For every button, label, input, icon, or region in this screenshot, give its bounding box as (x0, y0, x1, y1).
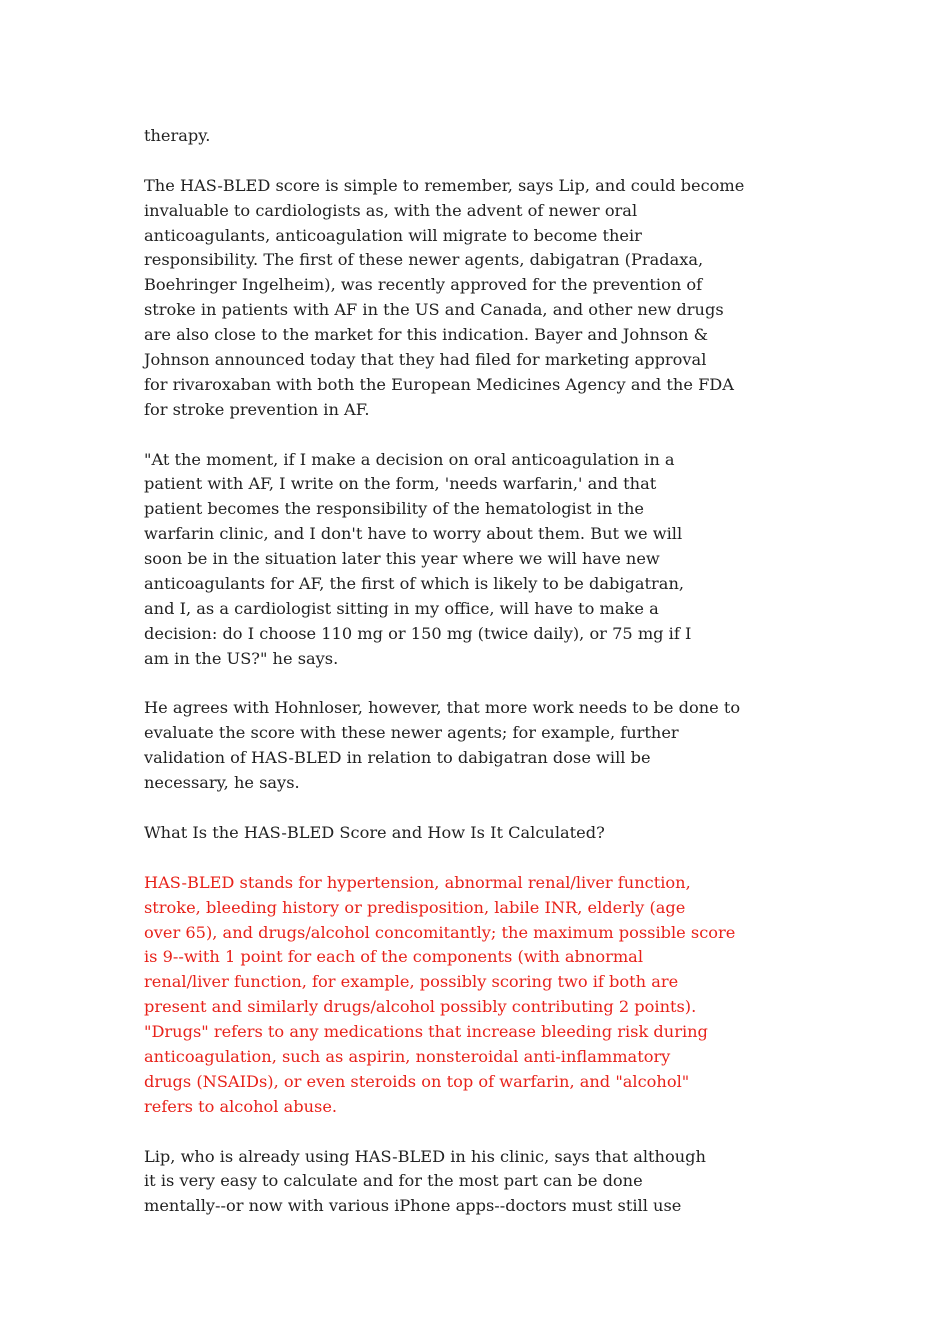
paragraph-lip-quote (144, 448, 824, 672)
text-line: warfarin clinic, and I don't have to worry about them. But we will (144, 524, 683, 544)
text-line: and I, as a cardiologist sitting in my office, will have to make a (144, 598, 659, 618)
paragraph-lip-clinic (144, 1145, 824, 1220)
text-line: it is very easy to calculate and for the most part can be done (144, 1171, 643, 1191)
text-line: HAS-BLED stands for hypertension, abnormal renal/liver function, (144, 872, 691, 892)
text-line: for stroke prevention in AF. (144, 399, 370, 419)
text-line: "Drugs" refers to any medications that increase bleeding risk during (144, 1022, 708, 1042)
text-line: invaluable to cardiologists as, with the advent of newer oral (144, 200, 638, 220)
text-line: renal/liver function, for example, possibly scoring two if both are (144, 972, 679, 992)
text-line: anticoagulants for AF, the first of which is likely to be dabigatran, (144, 574, 685, 594)
paragraph-has-bled-intro (144, 174, 824, 423)
text-line: The HAS-BLED score is simple to remember, says Lip, and could become (144, 175, 745, 195)
text-line: am in the US?" he says. (144, 648, 339, 668)
paragraph-hohnloser (144, 696, 824, 796)
text-line: soon be in the situation later this year where we will have new (144, 549, 660, 569)
text-line: stroke in patients with AF in the US and Canada, and other new drugs (144, 300, 724, 320)
section-heading-text: What Is the HAS-BLED Score and How Is It Calculated? (144, 822, 605, 842)
text-line: anticoagulation, such as aspirin, nonsteroidal anti-inflammatory (144, 1046, 671, 1066)
text-line: is 9--with 1 point for each of the components (with abnormal (144, 947, 643, 967)
paragraph-has-bled-definition (144, 871, 824, 1120)
text-line: are also close to the market for this indication. Bayer and Johnson & (144, 325, 709, 345)
text-line: evaluate the score with these newer agents; for example, further (144, 723, 679, 743)
text-line: refers to alcohol abuse. (144, 1096, 338, 1116)
text-line: Boehringer Ingelheim), was recently approved for the prevention of (144, 275, 703, 295)
text-line: anticoagulants, anticoagulation will migrate to become their (144, 225, 642, 245)
text-line: patient becomes the responsibility of the hematologist in the (144, 499, 644, 519)
text-line: over 65), and drugs/alcohol concomitantly; the maximum possible score (144, 922, 736, 942)
text-line: He agrees with Hohnloser, however, that more work needs to be done to (144, 698, 741, 718)
text-line: patient with AF, I write on the form, 'needs warfarin,' and that (144, 474, 657, 494)
text-line: necessary, he says. (144, 773, 300, 793)
text-line: mentally--or now with various iPhone apps--doctors must still use (144, 1196, 682, 1216)
text-line: for rivaroxaban with both the European Medicines Agency and the FDA (144, 374, 734, 394)
text-line: stroke, bleeding history or predisposition, labile INR, elderly (age (144, 897, 686, 917)
text-line: validation of HAS-BLED in relation to dabigatran dose will be (144, 748, 651, 768)
document-page (144, 124, 824, 1244)
text-line: "At the moment, if I make a decision on oral anticoagulation in a (144, 449, 675, 469)
text-line: therapy. (144, 126, 211, 145)
text-line: Johnson announced today that they had filed for marketing approval (144, 350, 707, 370)
text-line: responsibility. The first of these newer agents, dabigatran (Pradaxa, (144, 250, 704, 270)
text-line: Lip, who is already using HAS-BLED in his clinic, says that although (144, 1146, 706, 1166)
text-line: present and similarly drugs/alcohol possibly contributing 2 points). (144, 997, 697, 1017)
text-line: decision: do I choose 110 mg or 150 mg (twice daily), or 75 mg if I (144, 623, 692, 643)
section-heading (144, 821, 824, 846)
text-line: drugs (NSAIDs), or even steroids on top of warfarin, and "alcohol" (144, 1071, 690, 1091)
paragraph-therapy-end (144, 124, 824, 149)
